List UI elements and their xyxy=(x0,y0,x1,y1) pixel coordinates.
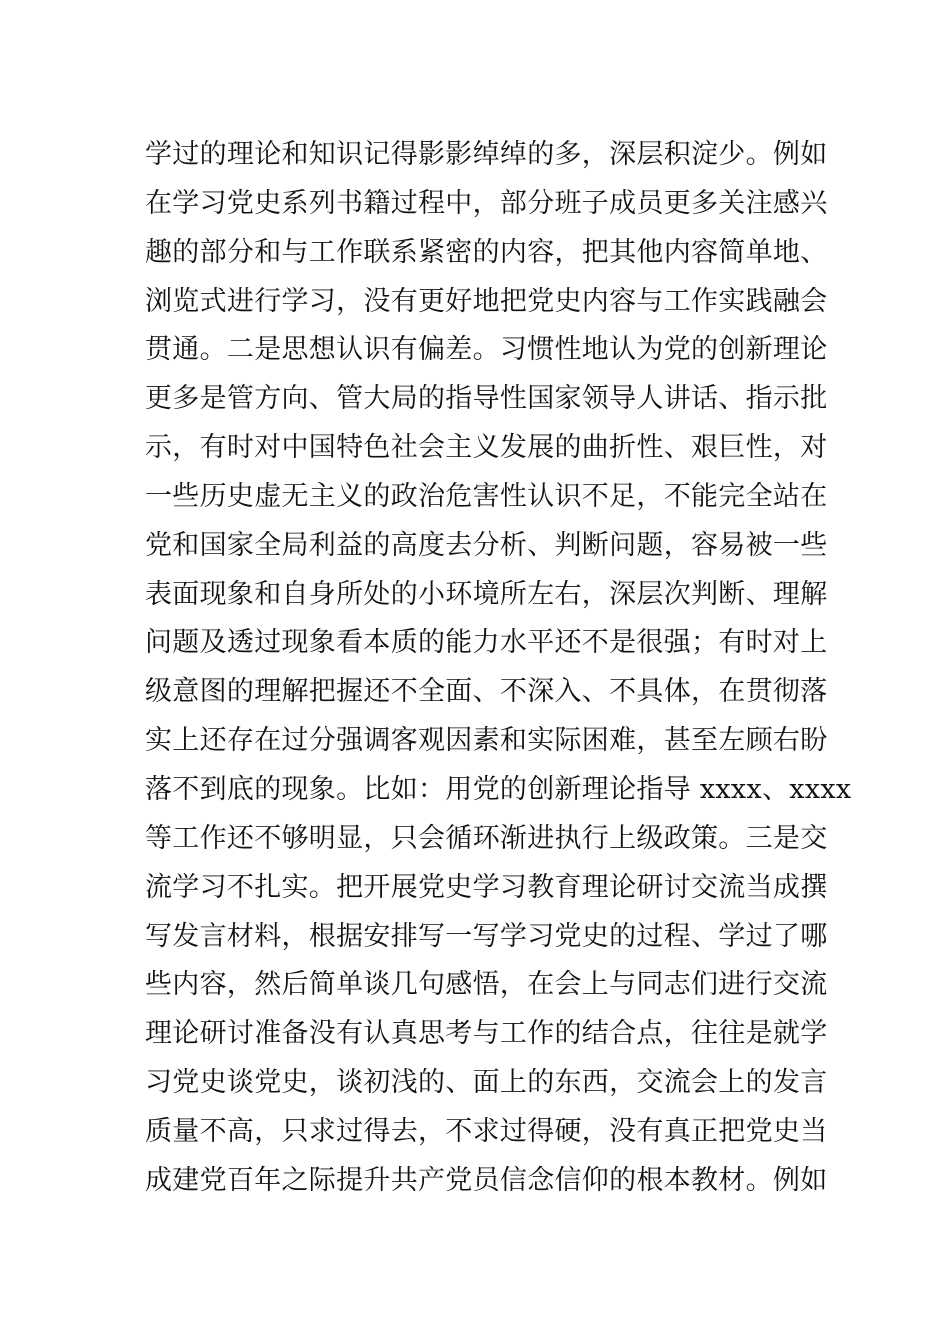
text-line: 流学习不扎实。把开展党史学习教育理论研讨交流当成撰 xyxy=(145,871,828,903)
text-line: 实上还存在过分强调客观因素和实际困难，甚至左顾右盼 xyxy=(145,725,828,757)
text-line: 等工作还不够明显，只会循环渐进执行上级政策。三是交 xyxy=(145,822,828,854)
text-line: 成建党百年之际提升共产党员信念信仰的根本教材。例如 xyxy=(145,1164,828,1196)
text-line: 落不到底的现象。比如：用党的创新理论指导 xxxx、xxxx xyxy=(145,773,852,805)
text-line: 些内容，然后简单谈几句感悟，在会上与同志们进行交流 xyxy=(145,969,828,1001)
text-line: 趣的部分和与工作联系紧密的内容，把其他内容简单地、 xyxy=(145,236,828,268)
text-line: 党和国家全局利益的高度去分析、判断问题，容易被一些 xyxy=(145,529,828,561)
text-line: 习党史谈党史，谈初浅的、面上的东西，交流会上的发言 xyxy=(145,1067,828,1099)
text-line: 示，有时对中国特色社会主义发展的曲折性、艰巨性，对 xyxy=(145,432,828,464)
text-line: 级意图的理解把握还不全面、不深入、不具体，在贯彻落 xyxy=(145,676,828,708)
text-line: 写发言材料，根据安排写一写学习党史的过程、学过了哪 xyxy=(145,920,828,952)
text-line: 贯通。二是思想认识有偏差。习惯性地认为党的创新理论 xyxy=(145,334,828,366)
text-line: 理论研讨准备没有认真思考与工作的结合点，往往是就学 xyxy=(145,1018,828,1050)
text-line: 一些历史虚无主义的政治危害性认识不足，不能完全站在 xyxy=(145,480,828,512)
text-line: 在学习党史系列书籍过程中，部分班子成员更多关注感兴 xyxy=(145,187,828,219)
text-line: 问题及透过现象看本质的能力水平还不是很强；有时对上 xyxy=(145,627,828,659)
text-line: 质量不高，只求过得去，不求过得硬，没有真正把党史当 xyxy=(145,1115,828,1147)
text-line: 浏览式进行学习，没有更好地把党史内容与工作实践融会 xyxy=(145,285,828,317)
body-paragraph xyxy=(145,131,852,1206)
text-line: 表面现象和自身所处的小环境所左右，深层次判断、理解 xyxy=(145,578,828,610)
text-line: 更多是管方向、管大局的指导性国家领导人讲话、指示批 xyxy=(145,383,828,415)
text-line: 学过的理论和知识记得影影绰绰的多，深层积淀少。例如 xyxy=(145,139,828,170)
